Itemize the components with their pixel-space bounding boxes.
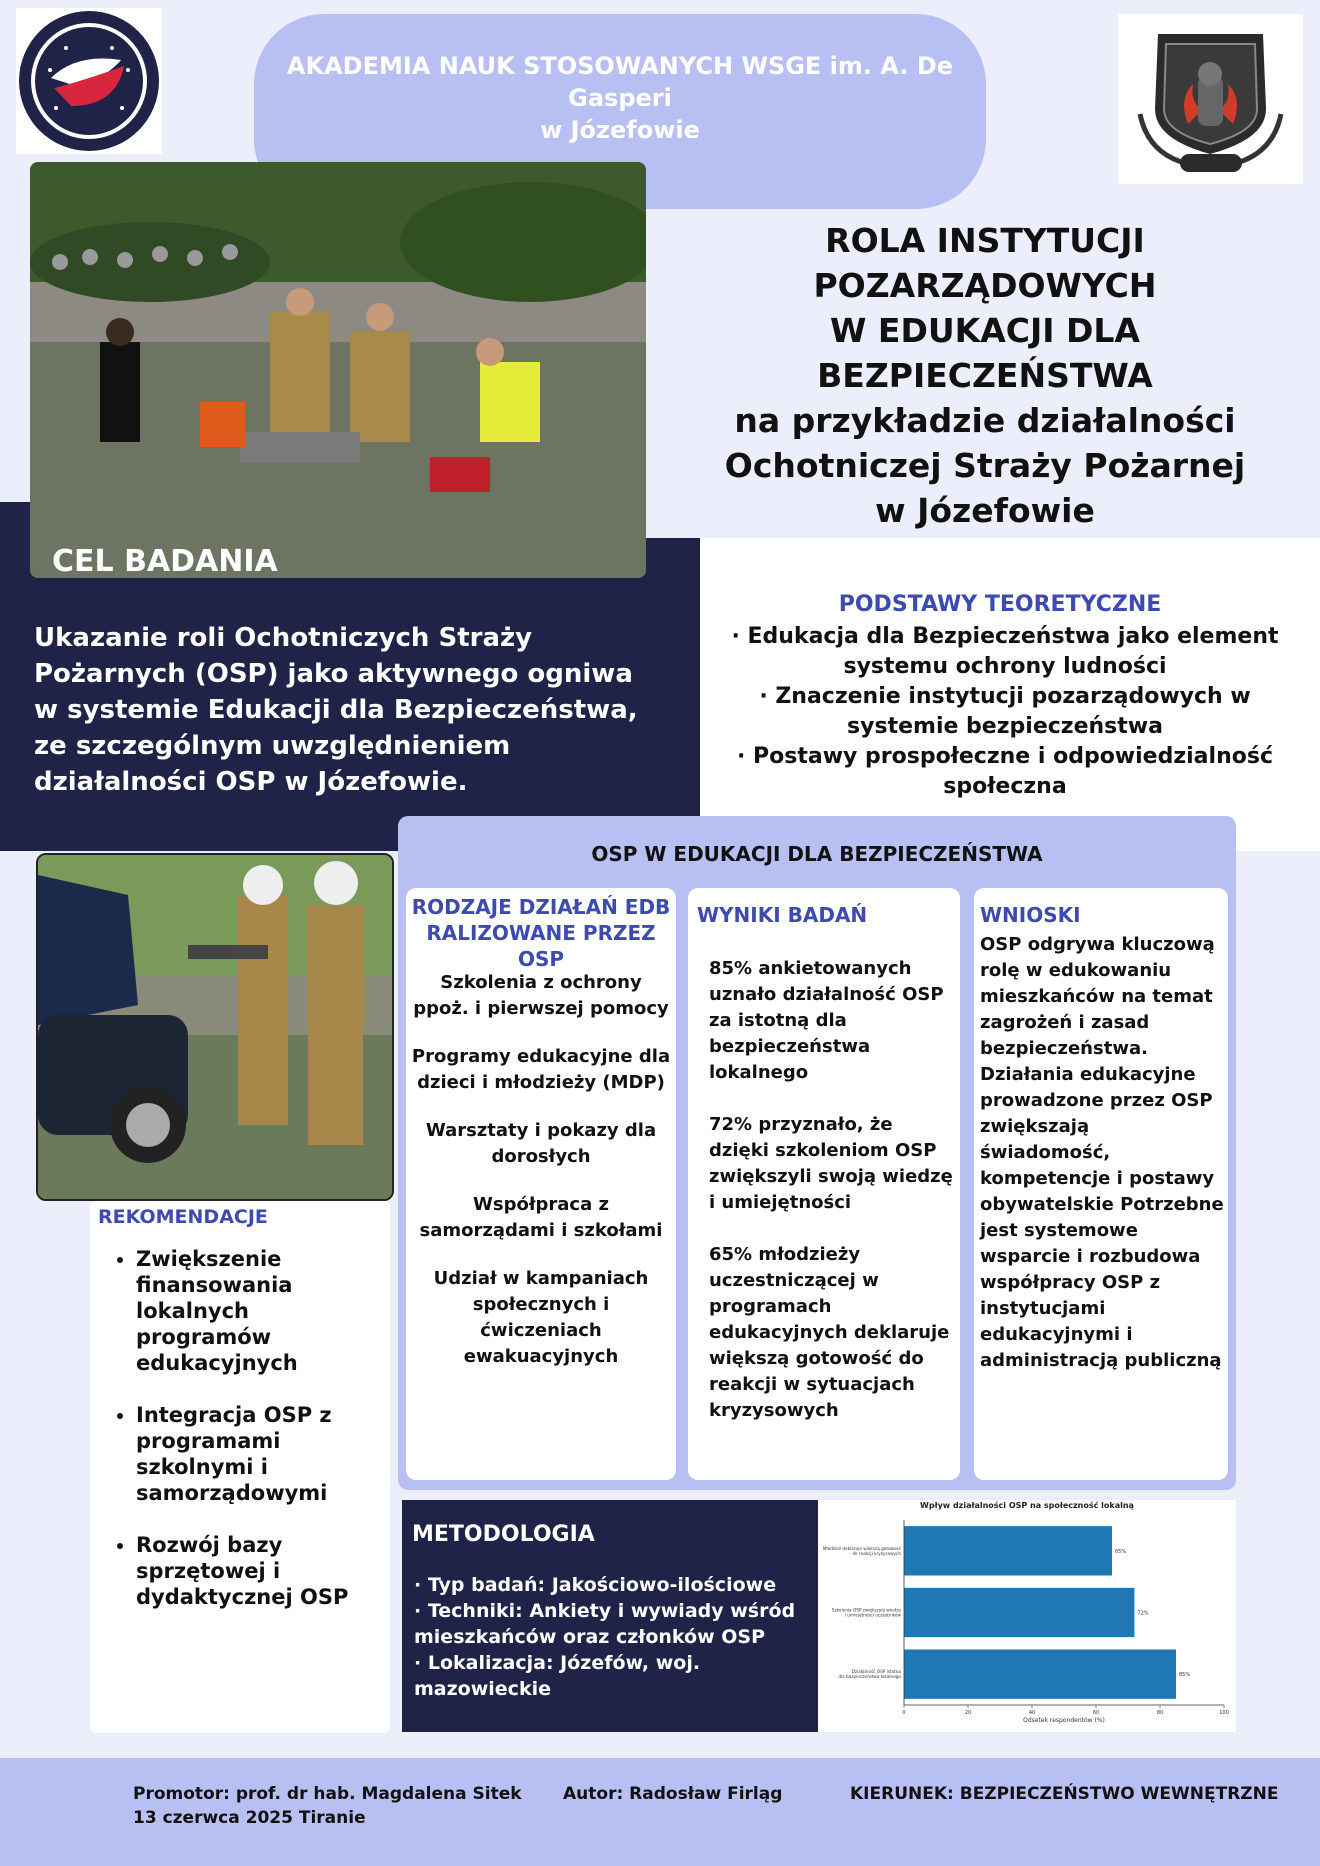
wnioski-text: OSP odgrywa kluczową rolę w edukowaniu mieszkańców na temat zagrożeń i zasad bezpieczeństwa. Działania edukacyjne prowadzone przez OSP zwiększają świadomość, kompetencje i postawy obywatelskie Potrzebne jest systemowe wsparcie i rozbudowa współpracy OSP z instytucjami edukacyjnymi i administracją publiczną (980, 934, 1224, 1371)
chart-category-label: Działalność OSP istotna (851, 1669, 901, 1675)
rekomendacje-list (114, 1246, 384, 1636)
institution-name: AKADEMIA NAUK STOSOWANYCH WSGE im. A. De Gasperi w Józefowie (286, 52, 954, 144)
list-item: · Znaczenie instytucji pozarządowych w systemie bezpieczeństwa (759, 684, 1251, 739)
poster-title: ROLA INSTYTUCJI POZARZĄDOWYCH W EDUKACJI DLA BEZPIECZEŃSTWA na przykładzie działalności Ochotniczej Straży Pożarnej w Józefowie (724, 221, 1246, 530)
list-item: 65% młodzieży uczestniczącej w programach edukacyjnych deklaruje większą gotowość do reakcji w sytuacjach kryzysowych (709, 1244, 950, 1421)
list-item: · Typ badań: Jakościowo-ilościowe (414, 1574, 777, 1596)
list-item: Współpraca z samorządami i szkołami (419, 1194, 663, 1241)
chart-title: Wpływ działalności OSP na społeczność lokalną (920, 1501, 1134, 1510)
list-item: 72% przyznało, że dzięki szkoleniom OSP zwiększyli swoją wiedzę i umiejętności (709, 1114, 953, 1213)
list-item: Szkolenia z ochrony ppoż. i pierwszej pomocy (413, 972, 669, 1019)
list-item: • Rozwój bazy sprzętowej i dydaktycznej OSP (136, 1532, 384, 1610)
list-item: · Postawy prospołeczne i odpowiedzialność społeczna (737, 744, 1273, 799)
chart-bar (904, 1588, 1134, 1637)
chart-category-label: dla bezpieczeństwa lokalnego (838, 1674, 901, 1680)
impact-bar-chart (818, 1500, 1236, 1732)
list-item: · Techniki: Ankiety i wywiady wśród mieszkańców oraz członków OSP (414, 1600, 796, 1648)
osp-edukacja-heading: OSP W EDUKACJI DLA BEZPIECZEŃSTWA (591, 842, 1043, 866)
chart-x-label: Odsetek respondentów (%) (1023, 1717, 1105, 1724)
chart-category-label: Szkolenia OSP zwiększyły wiedzę (831, 1607, 901, 1613)
chart-data-label: 85% (1179, 1672, 1191, 1679)
metodologia-list (414, 1572, 816, 1702)
list-item: Warsztaty i pokazy dla dorosłych (425, 1120, 657, 1167)
podstawy-heading: PODSTAWY TEORETYCZNE (838, 592, 1162, 617)
chart-tick-label: 40 (1028, 1710, 1036, 1716)
first-aid-demonstration-photo (30, 162, 646, 578)
rodzaje-list (410, 970, 672, 1392)
rescue-firefighters-photo (36, 853, 394, 1201)
list-item: · Edukacja dla Bezpieczeństwa jako element systemu ochrony ludności (731, 624, 1279, 679)
wyniki-heading: WYNIKI BADAŃ (697, 903, 868, 927)
footer-field-of-study: KIERUNEK: BEZPIECZEŃSTWO WEWNĘTRZNE (850, 1784, 1279, 1804)
footer-author: Autor: Radosław Firląg (563, 1784, 783, 1804)
list-item: Udział w kampaniach społecznych i ćwiczeniach ewakuacyjnych (433, 1268, 649, 1367)
cel-badania-text: Ukazanie roli Ochotniczych Straży Pożarnych (OSP) jako aktywnego ogniwa w systemie Edukacji dla Bezpieczeństwa, ze szczególnym uwzględnieniem działalności OSP w Józefowie. (34, 623, 638, 797)
chart-category-label: do reakcji kryzysowych (852, 1550, 901, 1556)
chart-data-label: 72% (1137, 1610, 1149, 1617)
list-item: 85% ankietowanych uznało działalność OSP za istotną dla bezpieczeństwa lokalnego (709, 958, 944, 1083)
wyniki-list (709, 956, 954, 1450)
cel-badania-heading: CEL BADANIA (52, 544, 278, 579)
rodzaje-heading: RODZAJE DZIAŁAŃ EDB RALIZOWANE PRZEZ OSP (411, 895, 671, 971)
rekomendacje-heading: REKOMENDACJE (98, 1206, 268, 1228)
chart-tick-label: 0 (902, 1710, 906, 1716)
list-item: · Lokalizacja: Józefów, woj. mazowieckie (414, 1652, 701, 1700)
chart-tick-label: 80 (1156, 1710, 1164, 1716)
metodologia-heading: METODOLOGIA (412, 1522, 595, 1547)
chart-tick-label: 100 (1219, 1710, 1229, 1716)
wsge-logo (16, 8, 162, 154)
chart-category-label: Młodzież deklaruje większą gotowość (822, 1545, 901, 1551)
wsge-seal-icon (16, 8, 162, 154)
chart-data-label: 65% (1115, 1548, 1127, 1555)
list-item: • Zwiększenie finansowania lokalnych programów edukacyjnych (136, 1246, 384, 1376)
podstawy-list (710, 622, 1300, 802)
chart-category-label: i umiejętności uczestników (844, 1612, 901, 1618)
chart-tick-label: 60 (1092, 1710, 1100, 1716)
chart-bar (904, 1650, 1176, 1699)
wnioski-heading: WNIOSKI (980, 903, 1081, 927)
list-item: • Integracja OSP z programami szkolnymi i samorządowymi (136, 1402, 384, 1506)
chart-bar (904, 1526, 1112, 1575)
footer-promotor: Promotor: prof. dr hab. Magdalena Sitek 13 czerwca 2025 Tiranie (133, 1784, 522, 1828)
chart-tick-label: 20 (964, 1710, 972, 1716)
straz-pozarna-logo (1118, 14, 1303, 184)
fire-brigade-badge-icon (1118, 14, 1303, 184)
list-item: Programy edukacyjne dla dzieci i młodzieży (MDP) (411, 1046, 671, 1093)
